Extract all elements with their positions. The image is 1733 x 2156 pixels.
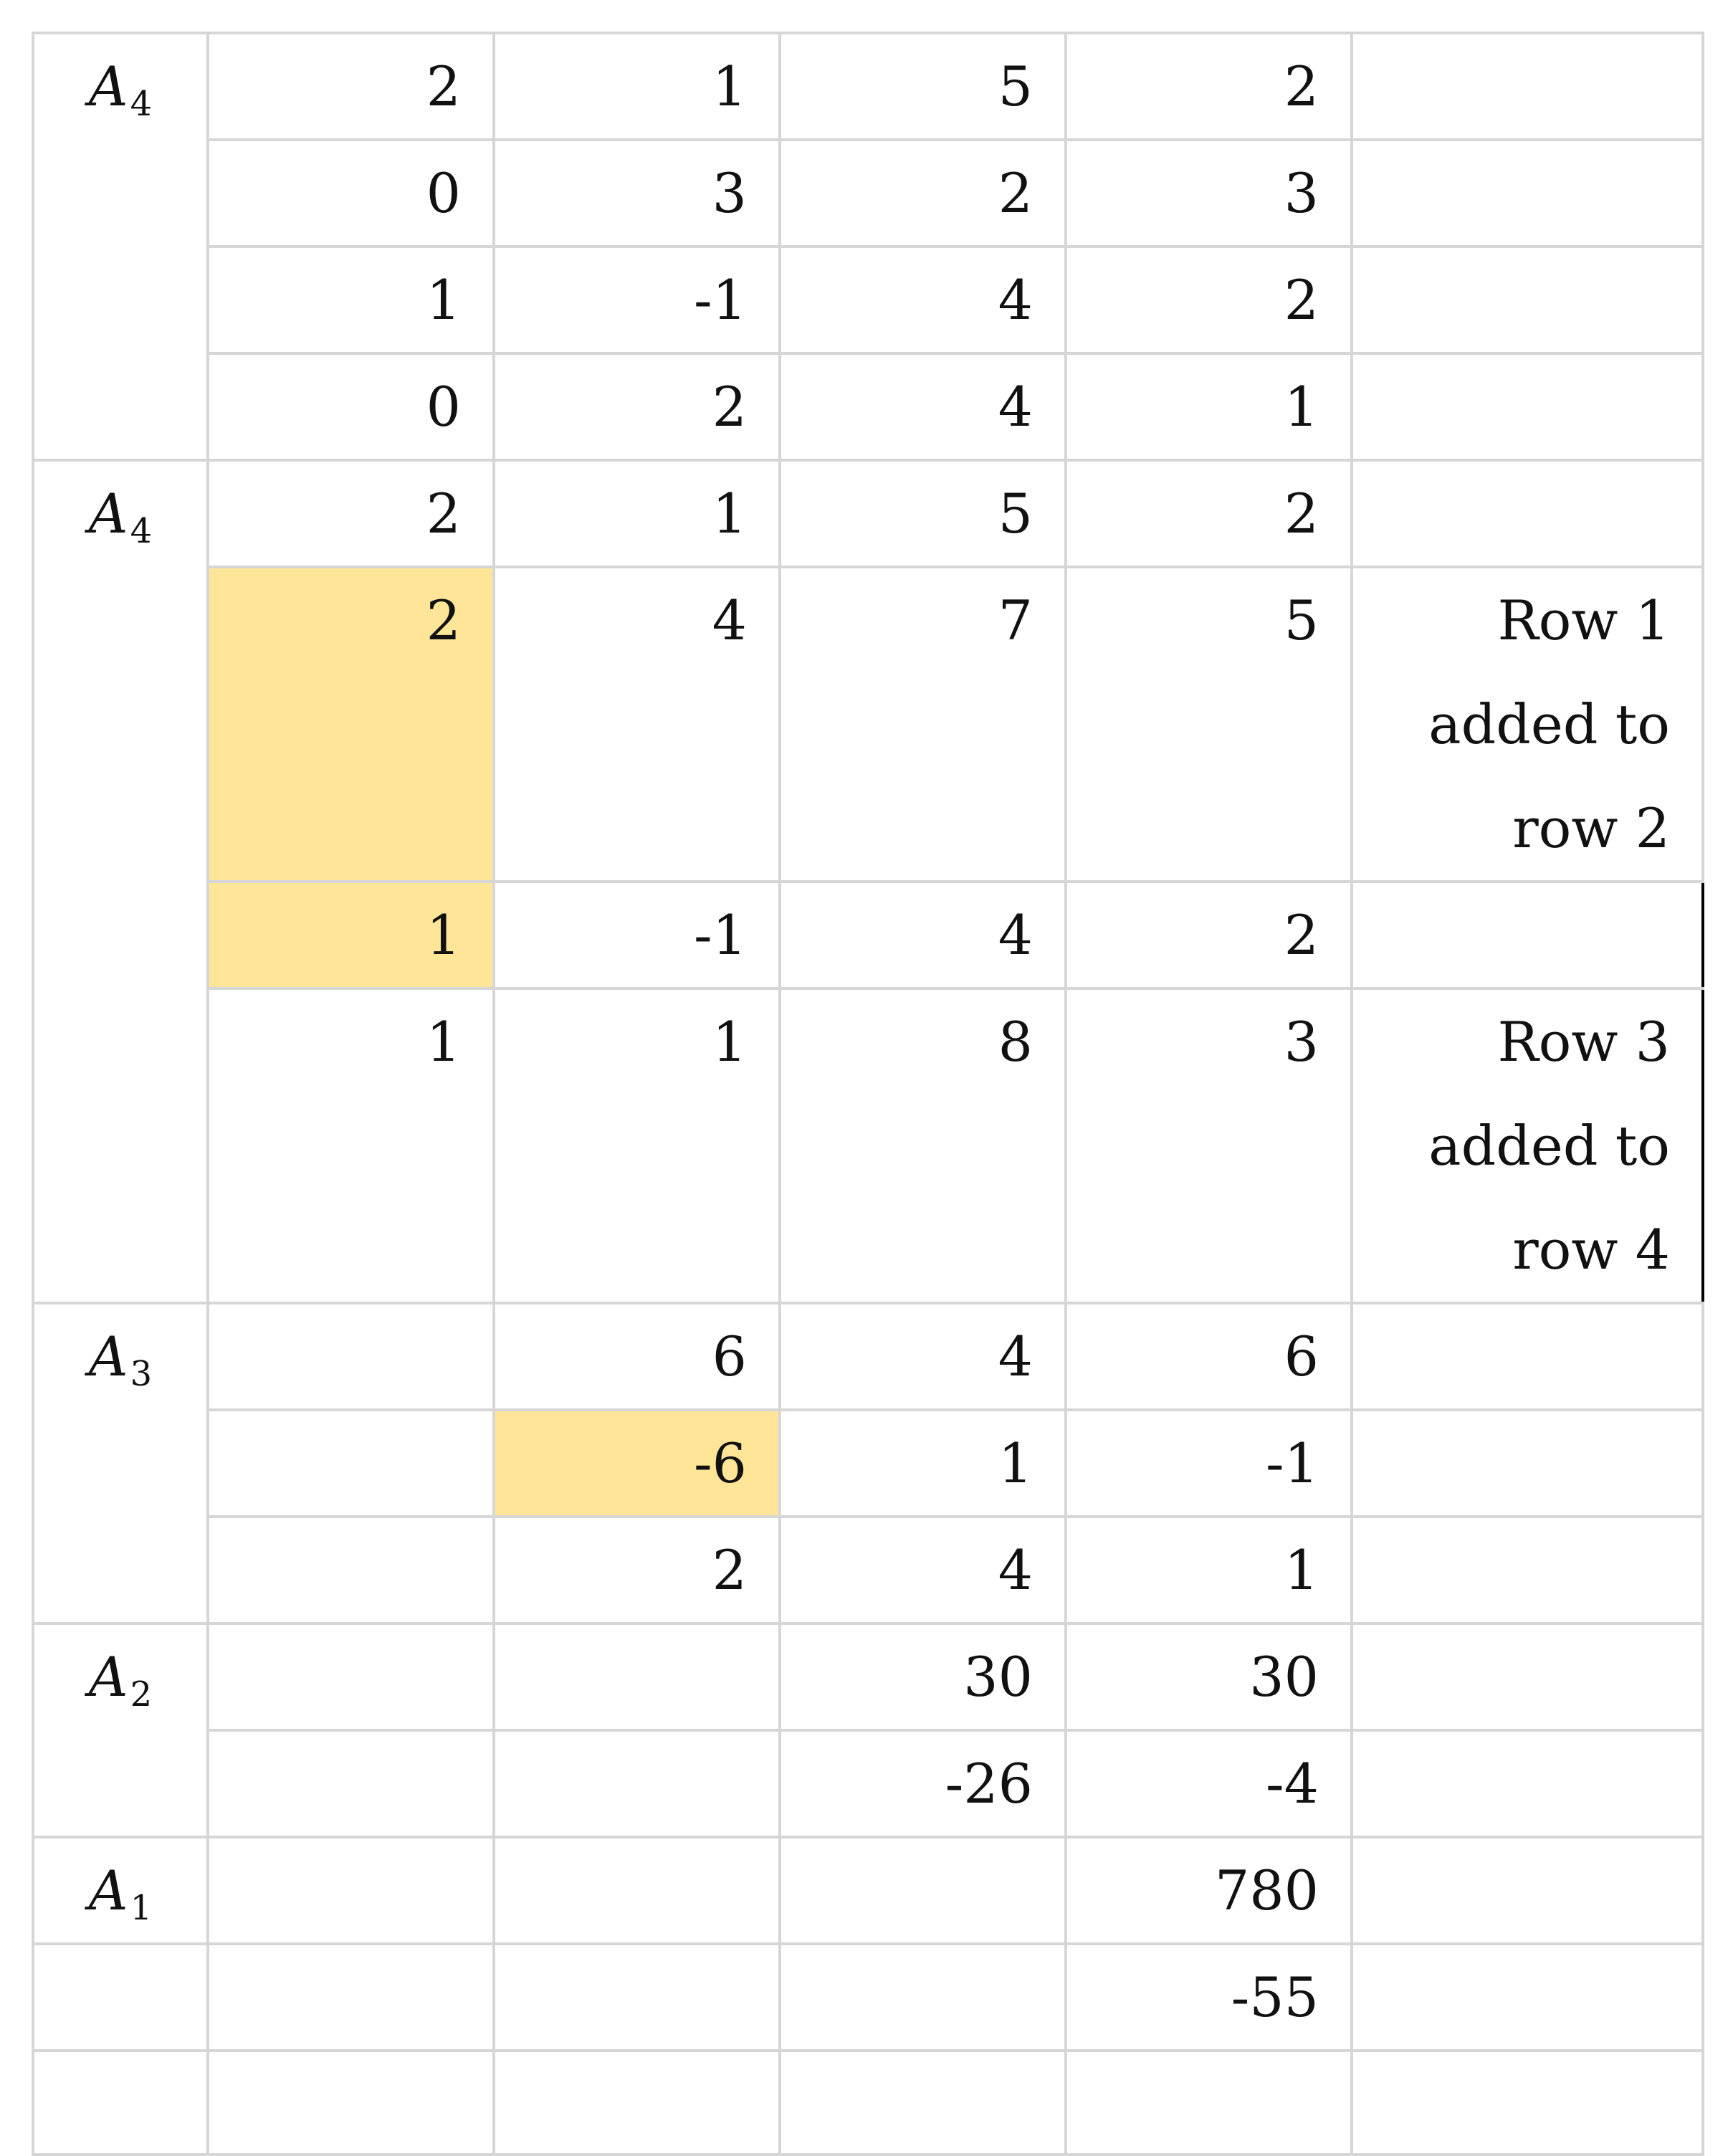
matrix-cell: 1 bbox=[780, 1410, 1066, 1517]
determinant-reduction-table bbox=[32, 32, 1704, 2156]
matrix-cell: 1 bbox=[1066, 353, 1352, 460]
matrix-cell: 7 bbox=[780, 567, 1066, 882]
matrix-cell: 5 bbox=[780, 33, 1066, 140]
matrix-cell bbox=[1066, 2051, 1352, 2155]
matrix-cell: 2 bbox=[494, 1517, 780, 1623]
operation-note bbox=[1352, 460, 1703, 567]
operation-note-line: Row 1 bbox=[1497, 588, 1670, 652]
operation-note-line: Row 3 bbox=[1497, 1010, 1670, 1074]
matrix-cell: 4 bbox=[780, 1303, 1066, 1410]
table-row bbox=[33, 1303, 1703, 1410]
matrix-cell: -1 bbox=[494, 247, 780, 353]
matrix-label bbox=[33, 2051, 208, 2155]
matrix-label-subscript: 1 bbox=[130, 1888, 153, 1928]
matrix-label-letter: A bbox=[88, 54, 128, 118]
operation-note bbox=[1352, 988, 1703, 1303]
matrix-cell: 2 bbox=[208, 33, 494, 140]
table-row bbox=[33, 988, 1703, 1303]
matrix-cell: 1 bbox=[208, 988, 494, 1303]
matrix-label-subscript: 4 bbox=[130, 84, 153, 124]
matrix-cell bbox=[208, 1623, 494, 1730]
matrix-cell: 4 bbox=[780, 882, 1066, 988]
matrix-cell: 2 bbox=[1066, 33, 1352, 140]
table-row bbox=[33, 882, 1703, 988]
matrix-cell bbox=[208, 1517, 494, 1623]
matrix-label-letter: A bbox=[88, 1325, 128, 1388]
matrix-cell: 2 bbox=[1066, 247, 1352, 353]
operation-note bbox=[1352, 1730, 1703, 1837]
matrix-cell: 1 bbox=[208, 882, 494, 988]
table-row bbox=[33, 567, 1703, 882]
matrix-label bbox=[33, 1623, 208, 1837]
operation-note-line: added to bbox=[1428, 1114, 1670, 1178]
matrix-cell: 2 bbox=[780, 140, 1066, 247]
matrix-cell: 1 bbox=[494, 988, 780, 1303]
matrix-label-letter: A bbox=[88, 1859, 128, 1922]
operation-note bbox=[1352, 1837, 1703, 1944]
matrix-cell: 3 bbox=[1066, 988, 1352, 1303]
matrix-cell bbox=[208, 1303, 494, 1410]
matrix-label bbox=[33, 1837, 208, 1944]
matrix-cell: 2 bbox=[1066, 882, 1352, 988]
matrix-cell bbox=[208, 2051, 494, 2155]
operation-note bbox=[1352, 1517, 1703, 1623]
table-row bbox=[33, 247, 1703, 353]
matrix-cell: 30 bbox=[1066, 1623, 1352, 1730]
matrix-label-subscript: 2 bbox=[130, 1674, 153, 1714]
matrix-cell: 30 bbox=[780, 1623, 1066, 1730]
matrix-cell: 2 bbox=[494, 353, 780, 460]
matrix-cell: 4 bbox=[780, 1517, 1066, 1623]
operation-note bbox=[1352, 1623, 1703, 1730]
matrix-cell bbox=[208, 1944, 494, 2051]
matrix-cell bbox=[208, 1730, 494, 1837]
matrix-cell bbox=[208, 1410, 494, 1517]
matrix-label-subscript: 4 bbox=[130, 511, 153, 551]
table-row bbox=[33, 2051, 1703, 2155]
matrix-cell: -1 bbox=[494, 882, 780, 988]
matrix-cell: 4 bbox=[780, 247, 1066, 353]
matrix-label bbox=[33, 460, 208, 1303]
matrix-cell: 8 bbox=[780, 988, 1066, 1303]
operation-note bbox=[1352, 353, 1703, 460]
operation-note bbox=[1352, 2051, 1703, 2155]
operation-note-line: row 4 bbox=[1512, 1218, 1670, 1282]
matrix-cell: 2 bbox=[208, 460, 494, 567]
table-row bbox=[33, 1517, 1703, 1623]
matrix-cell: 3 bbox=[1066, 140, 1352, 247]
operation-note bbox=[1352, 1410, 1703, 1517]
table-row bbox=[33, 1730, 1703, 1837]
matrix-label bbox=[33, 1944, 208, 2051]
matrix-cell: 1 bbox=[1066, 1517, 1352, 1623]
matrix-cell: 0 bbox=[208, 353, 494, 460]
matrix-cell: -55 bbox=[1066, 1944, 1352, 2051]
matrix-cell: 1 bbox=[494, 460, 780, 567]
operation-note bbox=[1352, 567, 1703, 882]
matrix-cell: 5 bbox=[780, 460, 1066, 567]
matrix-cell: -6 bbox=[494, 1410, 780, 1517]
matrix-label-letter: A bbox=[88, 1645, 128, 1709]
matrix-cell bbox=[494, 1944, 780, 2051]
table-row bbox=[33, 1623, 1703, 1730]
matrix-cell: -4 bbox=[1066, 1730, 1352, 1837]
matrix-label bbox=[33, 1303, 208, 1623]
table-row bbox=[33, 140, 1703, 247]
matrix-cell bbox=[780, 1837, 1066, 1944]
matrix-cell bbox=[494, 1730, 780, 1837]
operation-note-line: added to bbox=[1428, 692, 1670, 756]
matrix-label bbox=[33, 33, 208, 460]
matrix-cell: 6 bbox=[1066, 1303, 1352, 1410]
table-row bbox=[33, 1944, 1703, 2051]
matrix-cell: 1 bbox=[494, 33, 780, 140]
operation-note bbox=[1352, 140, 1703, 247]
table-row bbox=[33, 353, 1703, 460]
operation-note bbox=[1352, 247, 1703, 353]
operation-note-line: row 2 bbox=[1512, 796, 1670, 860]
table-body bbox=[33, 33, 1703, 2155]
matrix-cell: 3 bbox=[494, 140, 780, 247]
matrix-cell: -26 bbox=[780, 1730, 1066, 1837]
operation-note bbox=[1352, 33, 1703, 140]
matrix-cell bbox=[208, 1837, 494, 1944]
table-row bbox=[33, 33, 1703, 140]
matrix-cell bbox=[780, 2051, 1066, 2155]
matrix-cell bbox=[780, 1944, 1066, 2051]
matrix-cell: 780 bbox=[1066, 1837, 1352, 1944]
matrix-cell: 1 bbox=[208, 247, 494, 353]
matrix-cell: -1 bbox=[1066, 1410, 1352, 1517]
matrix-cell: 5 bbox=[1066, 567, 1352, 882]
matrix-cell: 0 bbox=[208, 140, 494, 247]
operation-note bbox=[1352, 1944, 1703, 2051]
table-row bbox=[33, 1837, 1703, 1944]
table-row bbox=[33, 1410, 1703, 1517]
matrix-cell bbox=[494, 1623, 780, 1730]
matrix-cell bbox=[494, 2051, 780, 2155]
operation-note bbox=[1352, 882, 1703, 988]
matrix-label-letter: A bbox=[88, 482, 128, 545]
matrix-cell: 6 bbox=[494, 1303, 780, 1410]
matrix-cell: 2 bbox=[208, 567, 494, 882]
matrix-cell: 4 bbox=[780, 353, 1066, 460]
operation-note bbox=[1352, 1303, 1703, 1410]
table-row bbox=[33, 460, 1703, 567]
matrix-cell: 4 bbox=[494, 567, 780, 882]
matrix-cell bbox=[494, 1837, 780, 1944]
matrix-label-subscript: 3 bbox=[130, 1354, 153, 1394]
matrix-cell: 2 bbox=[1066, 460, 1352, 567]
